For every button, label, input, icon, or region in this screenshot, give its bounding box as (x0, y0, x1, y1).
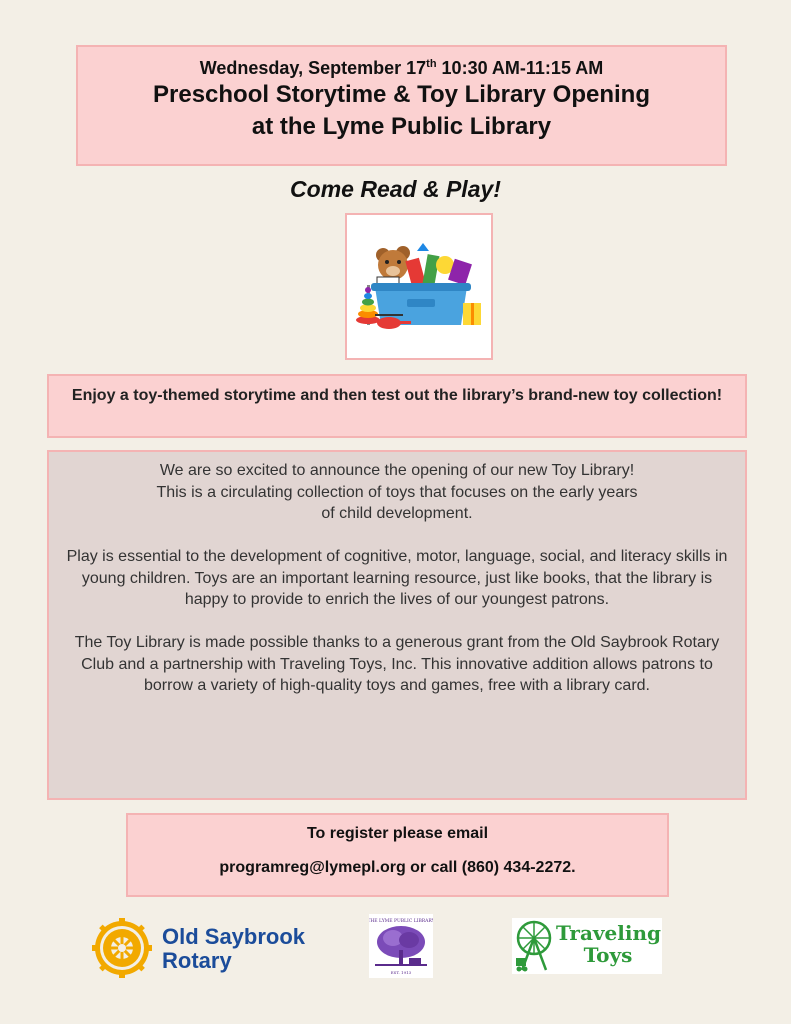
toy-box-icon (347, 215, 491, 358)
traveling-toys-logo (512, 918, 662, 974)
details-paragraph-3: The Toy Library is made possible thanks to a generous grant from the Old Saybrook Rotary Club and a partnership with Traveling Toys, Inc. This innovative addition allows patrons to borrow a variety of high-quality toys and games, free with a library card. (74, 634, 720, 694)
details-panel (47, 450, 747, 800)
lyme-library-logo (369, 914, 433, 978)
details-paragraph-1: We are so excited to announce the opening of our new Toy Library! This is a circulating collection of toys that focuses on the early years of child development. (156, 462, 638, 522)
event-date-time: Wednesday, September 17th 10:30 AM-11:15 AM (199, 58, 604, 78)
rotary-logo (92, 918, 322, 978)
register-line-1: To register please email (306, 825, 489, 842)
ferris-wheel-icon (514, 918, 558, 974)
details-paragraph-2: Play is essential to the development of cognitive, motor, language, social, and literacy skills in young children. Toys are an important learning resource, just like books, that the library is happy to provide to enrich the lives of our youngest patrons. (66, 548, 728, 608)
toy-box-image (345, 213, 493, 360)
library-logo-est: EST. 1913 (390, 970, 412, 975)
event-title-line-1: Preschool Storytime & Toy Library Opening (153, 81, 650, 108)
rotary-wheel-icon (92, 918, 152, 978)
register-contact: programreg@lymepl.org or call (860) 434-2272. (219, 859, 576, 876)
event-title-line-2: at the Lyme Public Library (251, 113, 552, 140)
rotary-logo-text: Old Saybrook Rotary (162, 924, 306, 973)
traveling-toys-text: Traveling Toys (556, 921, 661, 967)
library-logo-name: THE LYME PUBLIC LIBRARY (369, 919, 433, 924)
event-header (76, 45, 727, 166)
tagline: Come Read & Play! (290, 176, 501, 202)
intro-banner: Enjoy a toy-themed storytime and then test out the library’s brand-new toy collection! (47, 374, 747, 438)
register-banner (126, 813, 669, 897)
library-tree-icon (369, 914, 433, 978)
